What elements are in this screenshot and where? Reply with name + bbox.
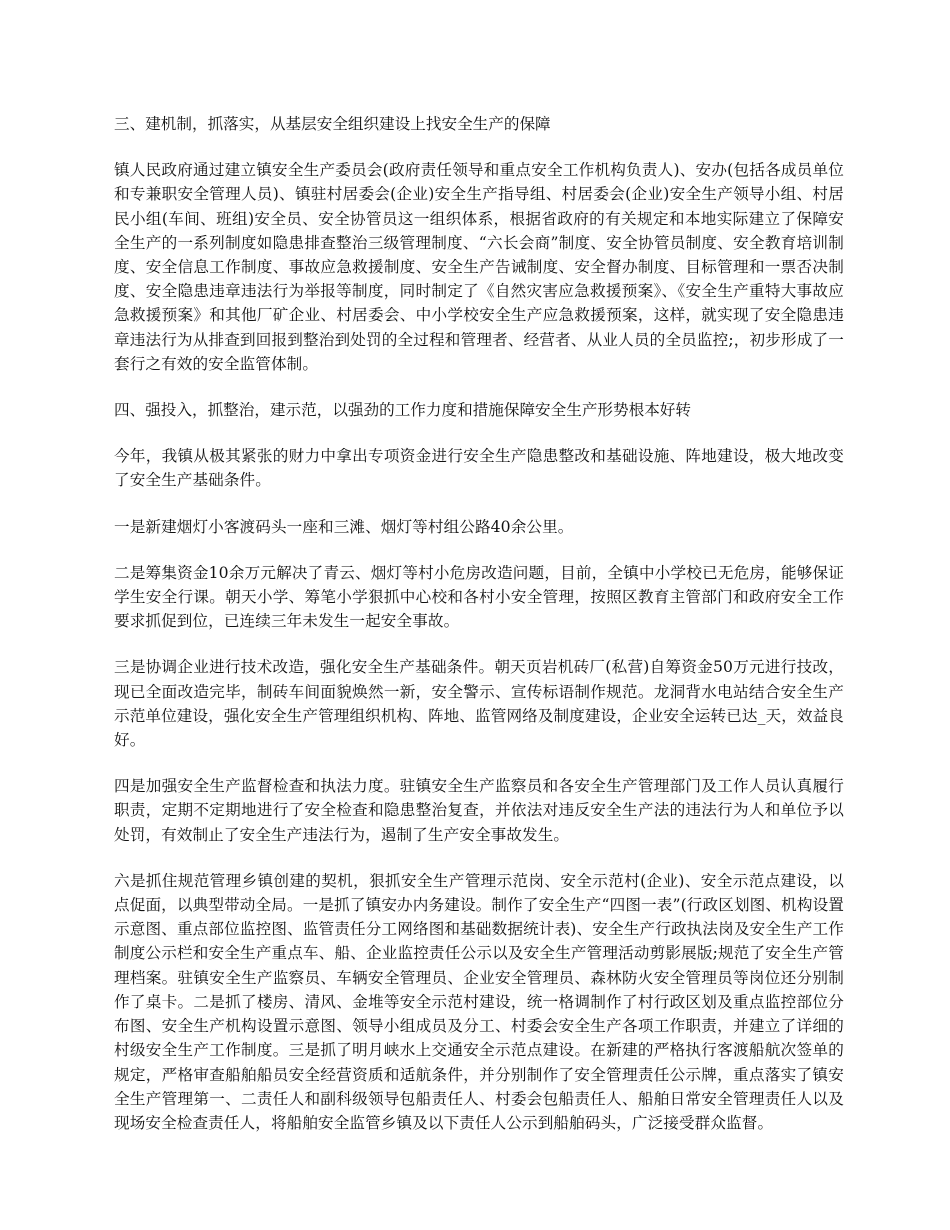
section-3-heading: 三、建机制，抓落实，从基层安全组织建设上找安全生产的保障 [114, 115, 551, 133]
item-2-paragraph: 二是筹集资金10余万元解决了青云、烟灯等村小危房改造问题，目前，全镇中小学校已无危房，能够保证学生安全行课。朝天小学、筹笔小学狠抓中心校和各村小安全管理，按照区教育主管部门和政府安全工作要求抓促到位，已连续三年未发生一起安全事故。 [114, 563, 844, 631]
section-4-heading: 四、强投入，抓整治，建示范，以强劲的工作力度和措施保障安全生产形势根本好转 [114, 401, 691, 420]
item-1-paragraph: 一是新建烟灯小客渡码头一座和三滩、烟灯等村组公路40余公里。 [114, 517, 574, 536]
section-4-intro: 今年，我镇从极其紧张的财力中拿出专项资金进行安全生产隐患整改和基础设施、阵地建设，极大地改变了安全生产基础条件。 [114, 447, 844, 490]
section-3-body: 镇人民政府通过建立镇安全生产委员会(政府责任领导和重点安全工作机构负责人)、安办(包括各成员单位和专兼职安全管理人员)、镇驻村居委会(企业)安全生产指导组、村居委会(企业)安全生产领导小组、村居民小组(车间、班组)安全员、安全协管员这一组织体系，根据省政府的有关规定和本地实际建立了保障安全生产的一系列制度如隐患排查整治三级管理制度、“六长会商”制度、安全协管员制度、安全教育培训制度、安全信息工作制度、事故应急救援制度、安全生产告诫制度、安全督办制度、目标管理和一票否决制度、安全隐患违章违法行为举报等制度，同时制定了《自然灾害应急救援预案》、《安全生产重特大事故应急救援预案》和其他厂矿企业、村居委会、中小学校安全生产应急救援预案，这样，就实现了安全隐患违章违法行为从排查到回报到整治到处罚的全过程和管理者、经营者、从业人员的全员监控;，初步形成了一套行之有效的安全监管体制。 [114, 161, 844, 373]
item-6-paragraph: 六是抓住规范管理乡镇创建的契机，狠抓安全生产管理示范岗、安全示范村(企业)、安全示范点建设，以点促面，以典型带动全局。一是抓了镇安办内务建设。制作了安全生产“四图一表”(行政区划图、机构设置示意图、重点部位监控图、监管责任分工网络图和基础数据统计表)、安全生产行政执法岗及安全生产工作制度公示栏和安全生产重点车、船、企业监控责任公示以及安全生产管理活动剪影展版;规范了安全生产管理档案。驻镇安全生产监察员、车辆安全管理员、企业安全管理员、森林防火安全管理员等岗位还分别制作了桌卡。二是抓了楼房、清风、金堆等安全示范村建设，统一格调制作了村行政区划及重点监控部位分布图、安全生产机构设置示意图、领导小组成员及分工、村委会安全生产各项工作职责，并建立了详细的村级安全生产工作制度。三是抓了明月峡水上交通安全示范点建设。在新建的严格执行客渡船航次签单的规定，严格审查船舶船员安全经营资质和适航条件，并分别制作了安全管理责任公示牌，重点落实了镇安全生产管理第一、二责任人和副科级领导包船责任人、村委会包船责任人、船舶日常安全管理责任人以及现场安全检查责任人，将船舶安全监管乡镇及以下责任人公示到船舶码头，广泛接受群众监督。 [114, 871, 844, 1132]
item-3-paragraph: 三是协调企业进行技术改造，强化安全生产基础条件。朝天页岩机砖厂(私营)自筹资金50万元进行技改，现已全面改造完毕，制砖车间面貌焕然一新，安全警示、宣传标语制作规范。龙洞背水电站结合安全生产示范单位建设，强化安全生产管理组织机构、阵地、监管网络及制度建设，企业安全运转已达_天，效益良好。 [114, 658, 844, 750]
item-4-paragraph: 四是加强安全生产监督检查和执法力度。驻镇安全生产监察员和各安全生产管理部门及工作人员认真履行职责，定期不定期地进行了安全检查和隐患整治复查，并依法对违反安全生产法的违法行为人和单位予以处罚，有效制止了安全生产违法行为，遏制了生产安全事故发生。 [114, 777, 844, 844]
document-page [114, 112, 844, 1157]
